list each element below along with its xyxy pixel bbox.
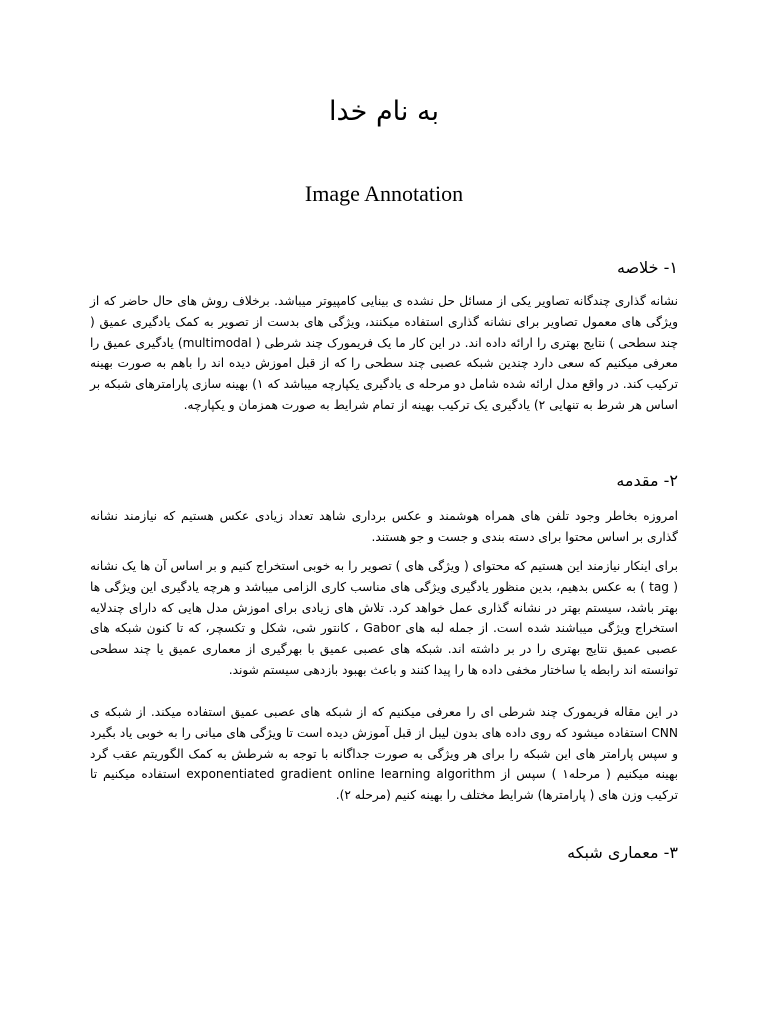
section-heading-network-architecture: ۳- معماری شبکه: [567, 843, 678, 862]
abstract-paragraph: نشانه گذاری چندگانه تصاویر یکی از مسائل حل نشده ی بینایی کامپیوتر میباشد. برخلاف روش های حال حاضر که از ویژگی های معمول تصاویر برای نشانه گذاری استفاده میکنند، ویژگی های بدست از تصویر به کمک یادگیری عمیق ( چند سطحی ) نتایج بهتری را ارائه داده اند. در این کار ما یک فریمورک چند شرطی ( multimodal) یادگیری عمیق را معرفی میکنیم که سعی دارد چندین شبکه عصبی چند سطحی را که از قبل اموزش دیده اند را باهم به صورت بهینه ترکیب کند. در واقع مدل ارائه شده شامل دو مرحله ی یادگیری یکپارچه میباشد که ۱) بهینه سازی پارامترهای شبکه بر اساس هر شرط به تنهایی ۲) یادگیری یک ترکیب بهینه از تمام شرایط به صورت همزمان و یکپارچه.: [90, 294, 678, 412]
introduction-paragraph-1: امروزه بخاطر وجود تلفن های همراه هوشمند و عکس برداری شاهد تعداد زیادی عکس هستیم که نیازمند نشانه گذاری بر اساس محتوا برای دسته بندی و جست و جو هستند.: [90, 509, 678, 544]
document-title-english: Image Annotation: [304, 181, 464, 206]
introduction-paragraph-2: برای اینکار نیازمند این هستیم که محتوای ( ویژگی های ) تصویر را به خوبی استخراج کنیم و بر اساس آن ها یک نشانه ( tag ) به عکس بدهیم، بدین منظور یادگیری ویژگی های مناسب کاری الزامی میباشد و هرچه یادگیری این ویژگی ها بهتر باشد، سیستم بهتر در نشانه گذاری عمل خواهد کرد. تلاش های زیادی برای اموزش مدل هایی که دارای چندلایه استخراج ویژگی میباشند شده است. از جمله لبه های Gabor ، کانتور شی، شکل و تکسچر، که تا کنون شبکه های عصبی عمیق نتایج بهتری را در بر داشته اند. شبکه های عصبی عمیق با بهرگیری از معماری عمیق یا چند سطحی توانسته اند رابطه یا ساختار مخفی داده ها را پیدا کنند و باعث بهبود بازدهی سیستم شوند.: [90, 559, 678, 677]
document-title-persian: به نام خدا: [329, 96, 439, 127]
section-heading-abstract: ۱- خلاصه: [616, 258, 678, 277]
section-heading-introduction: ۲- مقدمه: [616, 471, 678, 490]
introduction-paragraph-3: در این مقاله فریمورک چند شرطی ای را معرفی میکنیم که از شبکه های عصبی عمیق استفاده میکند. از شبکه ی CNN استفاده میشود که روی داده های بدون لیبل از قبل آموزش دیده است تا ویژگی های میانی را به خوبی یاد بگیرد و سپس پارامتر های این شبکه را برای هر ویژگی به صورت جداگانه با توجه به شرطش به کمک الگوریتم عقب گرد بهینه میکنیم ( مرحله۱ ) سپس از exponentiated gradient online learning algorithm استفاده میکنیم تا ترکیب وزن های ( پارامترها) شرایط مختلف را بهینه کنیم (مرحله ۲).: [90, 705, 678, 803]
